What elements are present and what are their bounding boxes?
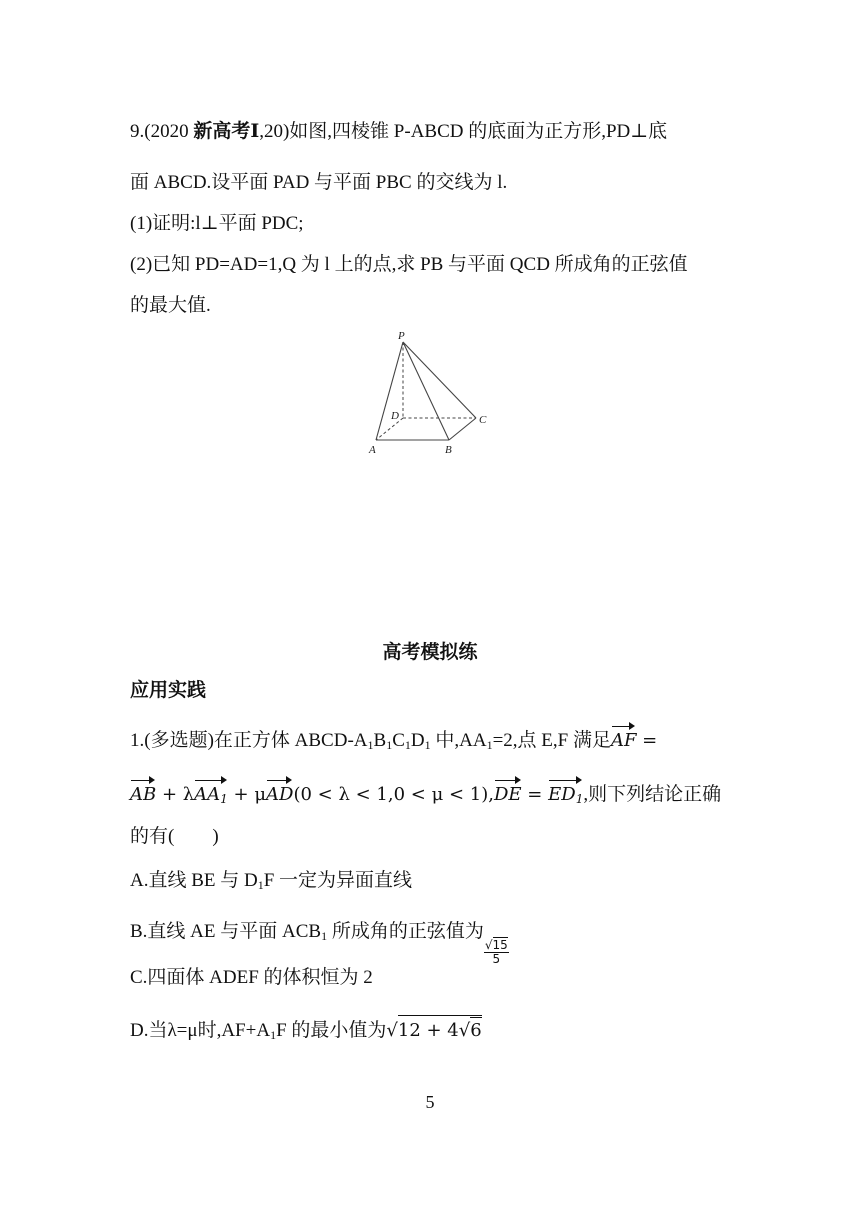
q9-part-1: (1)证明:l⊥平面 PDC; <box>130 213 304 234</box>
radical-expression-b: 6 <box>470 1017 481 1043</box>
q1-line-3: 的有( ) <box>130 826 219 847</box>
vector-AA1-base: AA <box>194 784 221 805</box>
fraction-numerator: 15 <box>492 938 508 952</box>
section-title: 高考模拟练 <box>382 642 478 663</box>
label-C: C <box>479 414 487 426</box>
q1-line-2 <box>130 779 721 811</box>
option-d-post: F 的最小值为 <box>276 1020 387 1041</box>
q9-stem-start: ,20)如图,四棱锥 P-ABCD 的底面为正方形,PD⊥底 <box>259 121 668 142</box>
sub-3: 1 <box>404 738 411 752</box>
q9-source-exam: 新高考Ⅰ <box>193 121 260 142</box>
option-d <box>130 1015 482 1047</box>
q1-stem-start: 1.(多选题)在正方体 ABCD-A <box>130 730 368 751</box>
q1-stem-c: C <box>392 730 405 751</box>
label-B: B <box>445 444 452 456</box>
vector-ED1-sub: 1 <box>575 792 584 806</box>
q1-stem-post: =2,点 E,F 满足 <box>492 730 611 751</box>
option-b-sub: 1 <box>321 929 328 943</box>
sub-5: 1 <box>486 738 493 752</box>
option-d-pre: D.当λ=μ时,AF+A <box>130 1020 271 1041</box>
q1-stem-d: D <box>410 730 425 751</box>
radical-expression <box>386 1020 481 1041</box>
label-P: P <box>398 330 405 342</box>
q9-source-year: 9.(2020 <box>130 121 194 142</box>
q9-part-2-cont: 的最大值. <box>130 295 211 316</box>
plus-mu: + μ <box>227 784 267 805</box>
edge-BC <box>449 418 476 440</box>
vector-DE: DE <box>494 779 522 807</box>
subsection-title: 应用实践 <box>130 680 207 701</box>
label-A: A <box>369 444 376 456</box>
sub-1: 1 <box>367 738 374 752</box>
label-D: D <box>391 410 399 422</box>
vector-AD: AD <box>266 779 293 807</box>
q1-stem-b: B <box>373 730 387 751</box>
option-a-sub: 1 <box>257 878 264 892</box>
parameter-condition: (0 < λ < 1,0 < μ < 1), <box>293 784 494 805</box>
q1-stem-mid: 中,AA <box>430 730 487 751</box>
edge-PB <box>403 342 449 440</box>
radical-sign: √ <box>386 1020 398 1041</box>
vector-AA1 <box>194 779 228 811</box>
option-a-pre: A.直线 BE 与 D <box>130 870 258 891</box>
inner-radical-sign: √ <box>458 1020 471 1041</box>
q9-line-2: 面 ABCD.设平面 PAD 与平面 PBC 的交线为 l. <box>130 172 508 193</box>
option-a-post: F 一定为异面直线 <box>263 870 413 891</box>
plus-lambda: + λ <box>156 784 195 805</box>
fraction-sqrt15-over-5: $\frac{√15}{5}$ <box>484 938 508 966</box>
sub-2: 1 <box>386 738 393 752</box>
radical-expression-a: 12 + 4 <box>397 1020 459 1041</box>
fraction-denominator: 5 <box>492 952 501 966</box>
q9-part-2: (2)已知 PD=AD=1,Q 为 l 上的点,求 PB 与平面 QCD 所成角的正弦值 <box>130 254 688 275</box>
q1-stem-end: ,则下列结论正确 <box>583 784 722 805</box>
equals-sign-2: = <box>521 784 549 805</box>
option-c: C.四面体 ADEF 的体积恒为 2 <box>130 967 373 988</box>
option-b <box>130 920 509 966</box>
vector-ED1-base: ED <box>548 784 576 805</box>
option-b-post: 所成角的正弦值为 <box>327 921 484 942</box>
option-d-sub: 1 <box>270 1028 277 1042</box>
vector-AF: AF <box>611 725 637 753</box>
q1-line-1 <box>130 725 657 757</box>
q9-line-1 <box>130 120 667 144</box>
sub-4: 1 <box>424 738 431 752</box>
option-b-pre: B.直线 AE 与平面 ACB <box>130 921 322 942</box>
pyramid-figure <box>360 325 500 465</box>
edge-PC <box>403 342 476 418</box>
vector-ED1 <box>548 779 583 811</box>
equals-sign: = <box>636 730 658 751</box>
vector-AB: AB <box>130 779 156 807</box>
page-number: 5 <box>425 1092 435 1112</box>
vector-AA1-sub: 1 <box>220 792 228 806</box>
edge-PA <box>376 342 403 440</box>
option-a <box>130 869 412 897</box>
